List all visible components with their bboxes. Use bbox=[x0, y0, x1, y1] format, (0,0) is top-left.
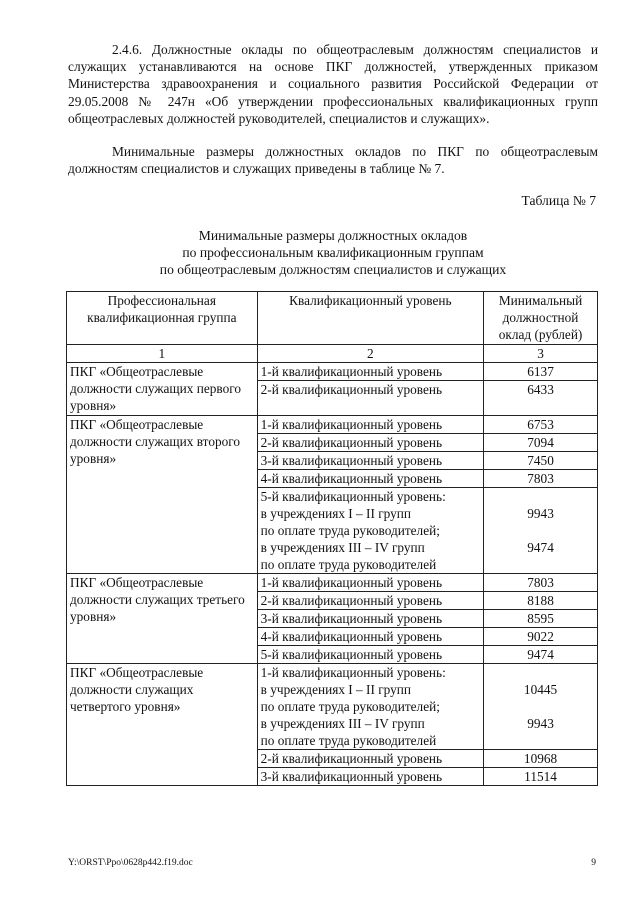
salary-cell: 7803 bbox=[484, 574, 598, 592]
salary-cell-multiline bbox=[484, 488, 598, 574]
col-number-2: 2 bbox=[257, 345, 483, 363]
level-cell: 3-й квалификационный уровень bbox=[257, 452, 483, 470]
sub-a-line-2: по оплате труда руководителей; bbox=[260, 523, 440, 538]
level-cell: 2-й квалификационный уровень bbox=[257, 592, 483, 610]
header-group: Профессиональная квалификационная группа bbox=[67, 292, 258, 345]
salary-table bbox=[66, 291, 598, 786]
salary-cell: 8595 bbox=[484, 610, 598, 628]
paragraph-2-4-6: 2.4.6. Должностные оклады по общеотраслевым должностям специалистов и служащих устанавливаются на основе ПКГ должностей, утвержденных приказом Министерства здравоохранения и социального развития Российской Федерации от 29.05.2008 № 247н «Об утверждении профессиональных квалификационных групп общеотраслевых должностей руководителей, специалистов и служащих». bbox=[68, 42, 598, 126]
table-title-line-1: Минимальные размеры должностных окладов bbox=[198, 228, 468, 243]
table-row bbox=[67, 363, 598, 381]
salary-cell: 7450 bbox=[484, 452, 598, 470]
group-name-level-1: ПКГ «Общеотраслевые должности служащих первого уровня» bbox=[67, 363, 258, 416]
table-row bbox=[67, 416, 598, 434]
salary-cell-multiline bbox=[484, 664, 598, 750]
salary-cell: 7803 bbox=[484, 470, 598, 488]
level-cell: 1-й квалификационный уровень bbox=[257, 416, 483, 434]
salary-cell: 8188 bbox=[484, 592, 598, 610]
salary-cell: 7094 bbox=[484, 434, 598, 452]
level-cell-multiline bbox=[257, 664, 483, 750]
level-cell-multiline bbox=[257, 488, 483, 574]
salary-sub-a: 10445 bbox=[523, 682, 558, 697]
level-cell: 4-й квалификационный уровень bbox=[257, 470, 483, 488]
level-cell: 1-й квалификационный уровень bbox=[257, 574, 483, 592]
sub-b-line-2: по оплате труда руководителей bbox=[260, 557, 437, 572]
level-title: 5-й квалификационный уровень: bbox=[260, 489, 446, 504]
salary-sub-a: 9943 bbox=[527, 506, 554, 521]
table-row bbox=[67, 664, 598, 750]
salary-cell: 10968 bbox=[484, 750, 598, 768]
salary-cell: 9474 bbox=[484, 646, 598, 664]
table-header-row bbox=[67, 292, 598, 345]
table-label: Таблица № 7 bbox=[521, 193, 596, 208]
level-cell: 2-й квалификационный уровень bbox=[257, 381, 483, 416]
level-cell: 3-й квалификационный уровень bbox=[257, 768, 483, 786]
table-title-line-3: по общеотраслевым должностям специалистов и служащих bbox=[159, 262, 507, 277]
salary-sub-b: 9474 bbox=[527, 540, 554, 555]
salary-cell: 6433 bbox=[484, 381, 598, 416]
col-number-3: 3 bbox=[484, 345, 598, 363]
salary-cell: 9022 bbox=[484, 628, 598, 646]
footer-file-path: Y:\ORST\Ppo\0628p442.f19.doc bbox=[68, 858, 193, 868]
sub-a-line-1: в учреждениях I – II групп bbox=[260, 682, 412, 697]
level-title: 1-й квалификационный уровень: bbox=[260, 665, 446, 680]
level-cell: 2-й квалификационный уровень bbox=[257, 750, 483, 768]
group-name-level-3: ПКГ «Общеотраслевые должности служащих третьего уровня» bbox=[67, 574, 258, 664]
sub-a-line-2: по оплате труда руководителей; bbox=[260, 699, 440, 714]
sub-b-line-1: в учреждениях III – IV групп bbox=[260, 540, 425, 555]
group-name-level-4: ПКГ «Общеотраслевые должности служащих четвертого уровня» bbox=[67, 664, 258, 786]
level-cell: 3-й квалификационный уровень bbox=[257, 610, 483, 628]
header-level: Квалификационный уровень bbox=[257, 292, 483, 345]
level-cell: 4-й квалификационный уровень bbox=[257, 628, 483, 646]
group-name-level-2: ПКГ «Общеотраслевые должности служащих второго уровня» bbox=[67, 416, 258, 574]
page-number: 9 bbox=[591, 858, 596, 868]
sub-b-line-2: по оплате труда руководителей bbox=[260, 733, 437, 748]
salary-cell: 6137 bbox=[484, 363, 598, 381]
sub-a-line-1: в учреждениях I – II групп bbox=[260, 506, 412, 521]
salary-sub-b: 9943 bbox=[527, 716, 554, 731]
sub-b-line-1: в учреждениях III – IV групп bbox=[260, 716, 425, 731]
paragraph-table-intro: Минимальные размеры должностных окладов по ПКГ по общеотраслевым должностям специалистов и служащих приведены в таблице № 7. bbox=[68, 144, 598, 177]
level-cell: 5-й квалификационный уровень bbox=[257, 646, 483, 664]
col-number-1: 1 bbox=[67, 345, 258, 363]
salary-cell: 11514 bbox=[484, 768, 598, 786]
level-cell: 2-й квалификационный уровень bbox=[257, 434, 483, 452]
column-number-row bbox=[67, 345, 598, 363]
header-salary: Минимальный должностной оклад (рублей) bbox=[484, 292, 598, 345]
table-row bbox=[67, 574, 598, 592]
level-cell: 1-й квалификационный уровень bbox=[257, 363, 483, 381]
salary-cell: 6753 bbox=[484, 416, 598, 434]
table-title-line-2: по профессиональным квалификационным группам bbox=[182, 245, 484, 260]
